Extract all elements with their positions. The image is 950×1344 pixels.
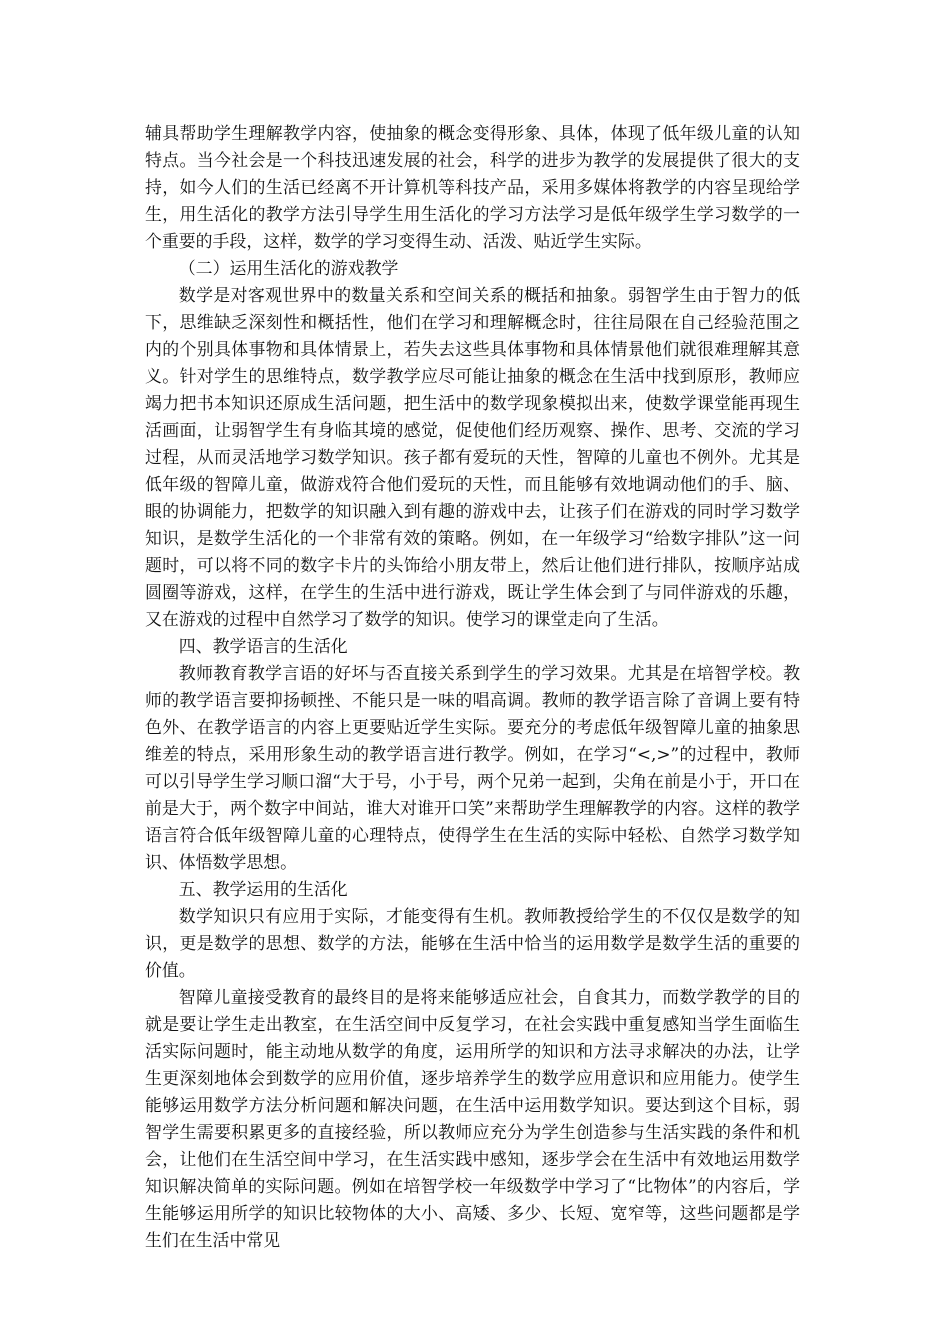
paragraph-game-teaching: 数学是对客观世界中的数量关系和空间关系的概括和抽象。弱智学生由于智力的低下，思维缺乏深刻性和概括性，他们在学习和理解概念时，往往局限在自己经验范围之内的个别具体事物和具体情景上，若失去这些具体事物和具体情景他们就很难理解其意义。针对学生的思维特点，数学教学应尽可能让抽象的概念在生活中找到原形，教师应竭力把书本知识还原成生活问题，把生活中的数学现象模拟出来，使数学课堂能再现生活画面，让弱智学生有身临其境的感觉，促使他们经历观察、操作、思考、交流的学习过程，从而灵活地学习数学知识。孩子都有爱玩的天性，智障的儿童也不例外。尤其是低年级的智障儿童，做游戏符合他们爱玩的天性，而且能够有效地调动他们的手、脑、眼的协调能力，把数学的知识融入到有趣的游戏中去，让孩子们在游戏的同时学习数学知识，是数学生活化的一个非常有效的策略。例如，在一年级学习“给数字排队”这一问题时，可以将不同的数字卡片的头饰给小朋友带上，然后让他们进行排队，按顺序站成圆圈等游戏，这样，在学生的生活中进行游戏，既让学生体会到了与同伴游戏的乐趣，又在游戏的过程中自然学习了数学的知识。使学习的课堂走向了生活。 (145, 285, 800, 629)
document-body (145, 120, 800, 1254)
paragraph-teaching-application: 数学知识只有应用于实际，才能变得有生机。教师教授给学生的不仅仅是数学的知识，更是数学的思想、数学的方法，能够在生活中恰当的运用数学是数学生活的重要的价值。 (145, 906, 800, 980)
heading-game-teaching: （二）运用生活化的游戏教学 (178, 258, 399, 278)
paragraph-teaching-language: 教师教育教学言语的好坏与否直接关系到学生的学习效果。尤其是在培智学校。教师的教学语言要抑扬顿挫、不能只是一味的唱高调。教师的教学语言除了音调上要有特色外、在教学语言的内容上更要贴近学生实际。要充分的考虑低年级智障儿童的抽象思维差的特点，采用形象生动的教学语言进行教学。例如，在学习“<,>”的过程中，教师可以引导学生学习顺口溜“大于号，小于号，两个兄弟一起到，尖角在前是小于，开口在前是大于，两个数字中间站，谁大对谁开口笑”来帮助学生理解教学的内容。这样的教学语言符合低年级智障儿童的心理特点，使得学生在生活的实际中轻松、自然学习数学知识、体悟数学思想。 (145, 663, 800, 872)
paragraph-intro-continuation: 辅具帮助学生理解教学内容，使抽象的概念变得形象、具体，体现了低年级儿童的认知特点。当今社会是一个科技迅速发展的社会，科学的进步为教学的发展提供了很大的支持，如今人们的生活已经离不开计算机等科技产品，采用多媒体将教学的内容呈现给学生，用生活化的教学方法引导学生用生活化的学习方法学习是低年级学生学习数学的一个重要的手段，这样，数学的学习变得生动、活泼、贴近学生实际。 (145, 123, 800, 251)
paragraph-education-goal: 智障儿童接受教育的最终目的是将来能够适应社会，自食其力，而数学教学的目的就是要让学生走出教室，在生活空间中反复学习，在社会实践中重复感知当学生面临生活实际问题时，能主动地从数学的角度，运用所学的知识和方法寻求解决的办法，让学生更深刻地体会到数学的应用价值，逐步培养学生的数学应用意识和应用能力。使学生能够运用数学方法分析问题和解决问题，在生活中运用数学知识。要达到这个目标，弱智学生需要积累更多的直接经验，所以教师应充分为学生创造参与生活实践的条件和机会，让他们在生活空间中学习，在生活实践中感知，逐步学会在生活中有效地运用数学知识解决简单的实际问题。例如在培智学校一年级数学中学习了“比物体”的内容后，学生能够运用所学的知识比较物体的大小、高矮、多少、长短、宽窄等，这些问题都是学生们在生活中常见 (145, 987, 800, 1250)
heading-teaching-application: 五、教学运用的生活化 (178, 879, 348, 899)
heading-teaching-language: 四、教学语言的生活化 (178, 636, 348, 656)
